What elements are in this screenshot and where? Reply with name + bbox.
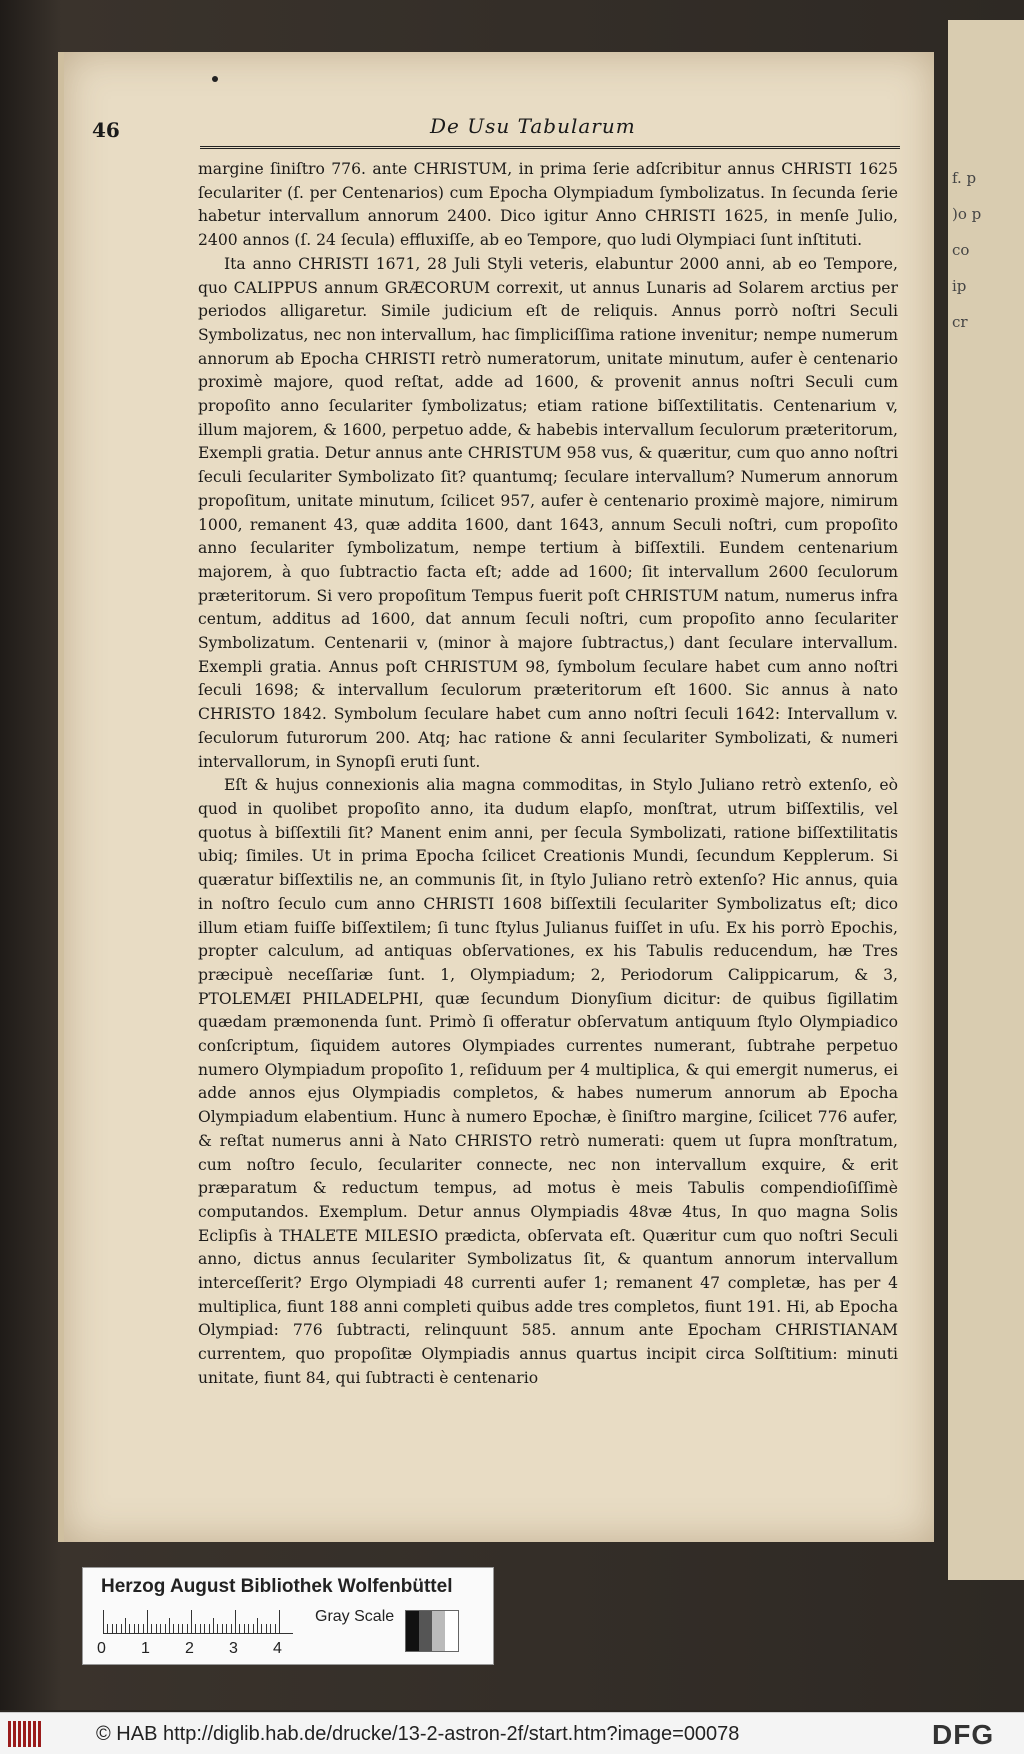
ruler-number: 4 xyxy=(273,1640,282,1657)
ruler-tick xyxy=(226,1624,227,1634)
ruler-tick xyxy=(134,1624,135,1634)
scale-ruler xyxy=(103,1608,293,1634)
ruler-tick xyxy=(182,1624,183,1634)
ruler-tick xyxy=(235,1610,236,1634)
ruler-tick xyxy=(112,1624,113,1634)
ruler-tick xyxy=(244,1624,245,1634)
ruler-tick xyxy=(239,1624,240,1634)
library-color-card xyxy=(82,1567,494,1665)
ruler-tick xyxy=(143,1624,144,1634)
ruler-tick xyxy=(129,1624,130,1634)
ruler-tick xyxy=(187,1624,188,1634)
ruler-tick xyxy=(222,1624,223,1634)
ruler-tick xyxy=(248,1624,249,1634)
ruler-tick xyxy=(217,1624,218,1634)
ruler-tick xyxy=(266,1624,267,1634)
source-url[interactable]: © HAB http://diglib.hab.de/drucke/13-2-astron-2f/start.htm?image=00078 xyxy=(96,1723,740,1745)
ruler-tick xyxy=(213,1618,214,1634)
ruler-tick xyxy=(169,1618,170,1634)
ruler-tick xyxy=(253,1624,254,1634)
ruler-tick xyxy=(165,1624,166,1634)
ruler-number: 1 xyxy=(141,1640,150,1657)
ruler-number: 3 xyxy=(229,1640,238,1657)
ruler-tick xyxy=(138,1624,139,1634)
page-number: 46 xyxy=(92,118,120,142)
dfg-logo: DFG xyxy=(932,1719,995,1750)
ruler-tick xyxy=(209,1624,210,1634)
ruler-tick xyxy=(173,1624,174,1634)
ruler-tick xyxy=(107,1624,108,1634)
ruler-number: 0 xyxy=(97,1640,106,1657)
ruler-tick xyxy=(270,1624,271,1634)
ruler-tick xyxy=(261,1624,262,1634)
ruler-tick xyxy=(160,1624,161,1634)
ruler-tick xyxy=(121,1624,122,1634)
ruler-tick xyxy=(178,1624,179,1634)
ruler-tick xyxy=(147,1610,148,1634)
paragraph: Eſt & hujus connexionis alia magna commoditas, in Stylo Juliano retrò extenſo, eò quod in quolibet propoſito anno, ita dudum elapſo, monſtrat, utrum biſſextilis, vel quotus à biſſextili ſit? Manent enim anni, per ſecula Symbolizati, ratione biſſextilitatis ubiq; ſimiles. Ut in prima Epocha ſcilicet Creationis Mundi, ſecundum Kepplerum. Si quæratur biſſextilis ne, an communis ſit, in ſtylo Juliano retrò extenſo? Hic annus, quia in noſtro ſeculo cum anno CHRISTI 1608 biſſextili ſeculariter Symbolizatus eſt; dico illum etiam fuiſſe biſſextilem; ſi tunc ſtylus Julianus fuiſſet in uſu. Ex his porrò Epochis, propter calculum, ad antiquas obſervationes, ex his Tabulis reducendum, hæ Tres præcipuè neceſſariæ ſunt. 1, Olympiadum; 2, Periodorum Calippicarum, & 3, PTOLEMÆI PHILADELPHI, quæ ſecundum Dionyſium dicitur: de quibus ſigillatim quædam præmonenda ſunt. Primò ſi offeratur obſervatum antiquum ſtylo Olympiadico conſcriptum, ſiquidem autores Olympiades currentes numerant, ſubtrahe perpetuo numero Olympiadum propoſito 1, reſiduum per 4 multiplica, & qui emergit numerus, ei adde annos ejus Olympiadis completos, & habes numerum annorum ab Epocha Olympiadum elabentium. Hunc à numero Epochæ, è ſiniſtro margine, ſcilicet 776 aufer, & reſtat numerus anni à Nato CHRISTO retrò numerati: quem ut ſupra monſtratum, cum noſtro ſeculo, ſeculariter connecte, nec non intervallum exquire, & erit præparatum & reductum tempus, ad motus è meis Tabulis compendioſiſſimè computandos. Exemplum. Detur annus Olympiadis 48væ 4tus, In quo magna Solis Eclipſis à THALETE MILESIO prædicta, obſervata eſt. Quæritur cum quo noſtri Seculi anno, dictus annus ſeculariter Symbolizatus ſit, & quantum annorum intervallum interceſſerit? Ergo Olympiadi 48 currenti aufer 1; remanent 47 completæ, has per 4 multiplica, fiunt 188 anni completi quibus adde tres completos, fiunt 191. Hi, ab Epocha Olympiad: 776 ſubtracti, relinquunt 585. annum ante Epocham CHRISTIANAM currentem, quo propoſitæ Olympiadis annus quartus incipit circa Solſtitium: minuti unitate, fiunt 84, qui ſubtracti è centenario xyxy=(198,776,898,1387)
header-rule xyxy=(200,146,900,149)
paragraph: margine ſiniſtro 776. ante CHRISTUM, in prima ſerie adſcribitur annus CHRISTI 1625 ſeculariter (ſ. per Centenarios) cum Epocha Olympiadum ſymbolizatus. In ſecunda ſerie habetur intervallum annorum 2400. Dico igitur Anno CHRISTI 1625, in menſe Julio, 2400 annos (ſ. 24 ſecula) effluxiſſe, ab eo Tempore, quo ludi Olympiaci ſunt inſtituti. xyxy=(198,160,898,250)
gray-scale-swatch xyxy=(405,1610,459,1652)
ruler-tick xyxy=(191,1610,192,1634)
ink-dot xyxy=(212,76,218,82)
gray-scale-label: Gray Scale xyxy=(315,1608,395,1625)
footer-bar xyxy=(0,1712,1024,1754)
ruler-tick xyxy=(204,1624,205,1634)
ruler-tick xyxy=(151,1624,152,1634)
running-head: De Usu Tabularum xyxy=(430,114,636,138)
hab-logo-icon xyxy=(8,1721,48,1747)
ruler-tick xyxy=(116,1624,117,1634)
ruler-tick xyxy=(279,1610,280,1634)
ruler-tick xyxy=(200,1624,201,1634)
ruler-tick xyxy=(257,1618,258,1634)
body-text xyxy=(198,158,898,1391)
ruler-tick xyxy=(125,1618,126,1634)
ruler-tick xyxy=(195,1624,196,1634)
ruler-tick xyxy=(231,1624,232,1634)
paragraph: Ita anno CHRISTI 1671, 28 Juli Styli veteris, elabuntur 2000 anni, ab eo Tempore, quo CALIPPUS annum GRÆCORUM correxit, ut annus Lunaris ad Solarem arctius per periodos alligaretur. Simile judicium eſt de reliquis. Annus porrò noſtri Seculi Symbolizatus, nec non intervallum, hac ſimpliciſſima ratione invenitur; nempe numerum annorum ab Epocha CHRISTI retrò numeratorum, unitate minutum, aufer è centenario proximè majore, quod reſtat, adde ad 1600, & provenit annus noſtri Seculi cum propoſito anno ſeculariter ſymbolizatus; etiam ratione biſſextilitatis. Centenarium v, illum majorem, & 1600, perpetuo adde, & habebis intervallum ſeculorum præteritorum, Exempli gratia. Detur annus ante CHRISTUM 958 vus, & quæritur, cum quo anno noſtri ſeculi ſeculariter Symbolizato ſit? quantumq; ſeculare intervallum? Numerum annorum propoſitum, unitate minutum, ſcilicet 957, aufer è centenario proximè majore, nimirum 1000, remanent 43, quæ addita 1600, dant 1643, annum Seculi noſtri, cum propoſito anno ſeculariter ſymbolizatum, nempe tertium à biſſextili. Eundem centenarium majorem, à quo ſubtractio facta eſt; adde ad 1600; ſit intervallum 2600 ſeculorum præteritorum. Si vero propoſitum Tempus fuerit poſt CHRISTUM natum, numerus infra centum, additus ad 1600, dat annum ſeculi noſtri, cum propoſito anno ſeculariter Symbolizatum. Centenarii v, (minor à majore ſubtractus,) dant ſeculare intervallum. Exempli gratia. Annus poſt CHRISTUM 98, ſymbolum ſeculare habet cum anno noſtri ſeculi 1698; & intervallum ſeculorum præteritorum eſt 1600. Sic annus à nato CHRISTO 1842. Symbolum ſeculare habet cum anno noſtri ſeculi 1642: Intervallum v. ſeculorum futurorum 200. Atq; hac ratione & anni ſeculariter Symbolizati, & numeri intervallorum, in Synopſi eruti ſunt. xyxy=(198,254,898,771)
adjacent-page-edge: f. p )o p co ip cr xyxy=(948,20,1024,1580)
ruler-tick xyxy=(275,1624,276,1634)
ruler-number: 2 xyxy=(185,1640,194,1657)
ruler-tick xyxy=(156,1624,157,1634)
ruler-tick xyxy=(103,1610,104,1634)
library-name: Herzog August Bibliothek Wolfenbüttel xyxy=(101,1576,453,1597)
